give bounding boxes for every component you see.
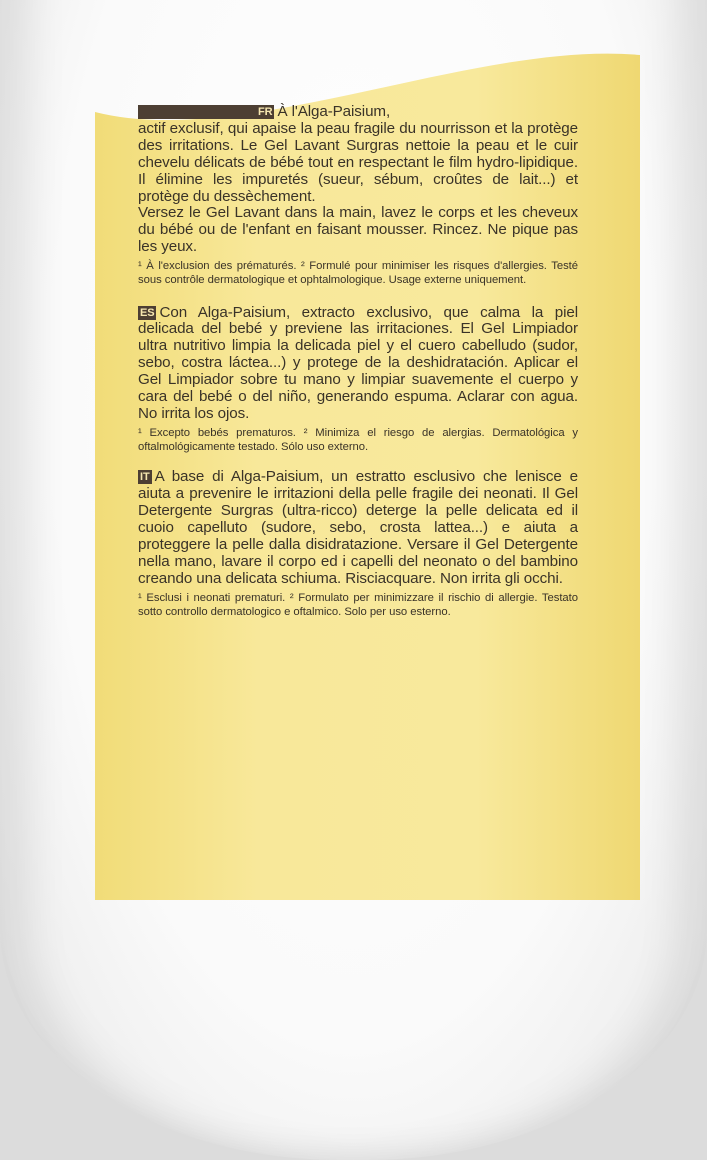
it-body: IT A base di Alga-Paisium, un estratto esclusivo che lenisce e aiuta a prevenire le irritazioni della pelle fragile dei neonati. Il Gel Detergente Surgras (ultra-ricco) deterge la pelle delicata ed il cuoio capelluto (sudore, sebo, crosta lattea...) e aiuta a proteggere la pelle dalla disidratazione. Versare il Gel Detergente nella mano, lavare il corpo ed i capelli del neonato o del bambino creando una delicata schiuma. Risciacquare. Non irrita gli occhi.: [138, 468, 578, 587]
lang-tag-it: IT: [140, 471, 150, 484]
section-fr: [138, 104, 578, 288]
fr-intro: FR À l'Alga-Paisium,: [138, 104, 578, 121]
fr-body: actif exclusif, qui apaise la peau fragile du nourrisson et la protège des irritations. Le Gel Lavant Surgras nettoie la peau et le cuir chevelu délicats de bébé tout en respectant le film hydro-lipidique. Il élimine les impuretés (sueur, sébum, croûtes de lait...) et protège du dessèchement.: [138, 119, 578, 205]
ingredients-text: [138, 104, 578, 619]
section-it: [138, 469, 578, 619]
es-footnote: ¹ Excepto bebés prematuros. ² Minimiza el riesgo de alergias. Dermatológica y oftalmológicamente testado. Sólo uso externo.: [138, 426, 578, 454]
it-footnote: ¹ Esclusi i neonati prematuri. ² Formulato per minimizzare il rischio di allergie. Testato sotto controllo dermatologico e oftalmico. Solo per uso esterno.: [138, 591, 578, 618]
es-body: ES Con Alga-Paisium, extracto exclusivo, que calma la piel delicada del bebé y previene las irritaciones. El Gel Limpiador ultra nutritivo limpia la delicada piel y el cuero cabelludo (sudor, sebo, costra láctea...) y protege de la deshidratación. Aplicar el Gel Limpiador sobre tu mano y limpiar suavemente el cuerpo y cara del bebé o del niño, generando espuma. Aclarar con agua. No irrita los ojos.: [138, 303, 578, 422]
lang-tag-es: ES: [140, 306, 155, 319]
fr-footnote: ¹ À l'exclusion des prématurés. ² Formulé pour minimiser les risques d'allergies. Testé sous contrôle dermatologique et ophtalmologique. Usage externe uniquement.: [138, 260, 578, 287]
lang-tag-fr: FR: [138, 105, 274, 119]
section-es: [138, 305, 578, 455]
fr-usage: Versez le Gel Lavant dans la main, lavez le corps et les cheveux du bébé ou de l'enfant en faisant mousser. Rincez. Ne pique pas les yeux.: [138, 204, 578, 256]
